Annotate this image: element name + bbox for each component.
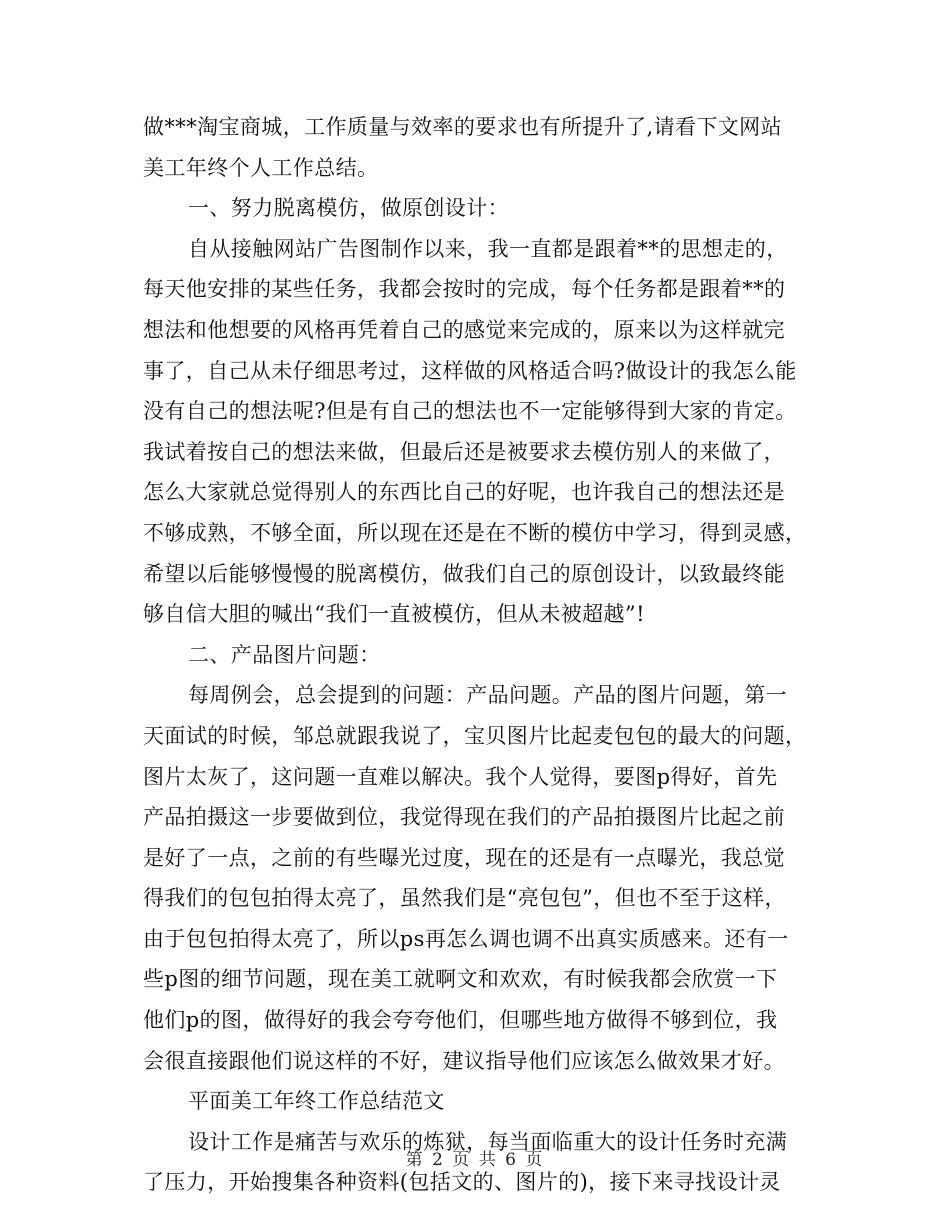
text-line: 做***淘宝商城，工作质量与效率的要求也有所提升了,请看下文网站 (143, 115, 782, 139)
text-line: 没有自己的想法呢?但是有自己的想法也不一定能够得到大家的肯定。 (143, 399, 797, 424)
text-line: 天面试的时候，邹总就跟我说了，宝贝图片比起麦包包的最大的问题， (143, 723, 807, 748)
text-line: 怎么大家就总觉得别人的东西比自己的好呢，也许我自己的想法还是 (143, 480, 785, 505)
text-line: 是好了一点，之前的有些曝光过度，现在的还是有一点曝光，我总觉 (143, 845, 785, 870)
text-line: 他们p的图，做得好的我会夸夸他们，但哪些地方做得不够到位，我 (143, 1008, 778, 1033)
text-line: 够自信大胆的喊出“我们一直被模仿，但从未被超越”! (143, 602, 645, 627)
text-line: 会很直接跟他们说这样的不好，建议指导他们应该怎么做效果才好。 (143, 1048, 785, 1073)
text-line: 美工年终个人工作总结。 (143, 155, 379, 180)
text-line: 了压力，开始搜集各种资料(包括文的、图片的)，接下来寻找设计灵 (143, 1170, 781, 1195)
text-line: 想法和他想要的风格再凭着自己的感觉来完成的，原来以为这样就完 (143, 317, 785, 342)
text-line: 我试着按自己的想法来做，但最后还是被要求去模仿别人的来做了， (143, 439, 785, 464)
text-line: 每周例会，总会提到的问题：产品问题。产品的图片问题，第一 (188, 683, 788, 708)
text-line: 二、产品图片问题： (188, 642, 381, 667)
text-line: 自从接触网站广告图制作以来，我一直都是跟着**的思想走的， (188, 236, 788, 261)
page-footer: 第 2 页 共 6 页 (405, 1150, 545, 1170)
text-line: 事了，自己从未仔细思考过，这样做的风格适合吗?做设计的我怎么能 (143, 358, 797, 383)
text-line: 不够成熟，不够全面，所以现在还是在不断的模仿中学习，得到灵感， (143, 520, 807, 545)
text-line: 些p图的细节问题，现在美工就啊文和欢欢，有时候我都会欣赏一下 (143, 967, 778, 992)
text-line: 一、努力脱离模仿，做原创设计： (188, 196, 509, 221)
text-line: 平面美工年终工作总结范文 (188, 1089, 445, 1114)
text-line: 设计工作是痛苦与欢乐的炼狱，每当面临重大的设计任务时充满 (188, 1129, 788, 1154)
text-line: 图片太灰了，这问题一直难以解决。我个人觉得，要图p得好，首先 (143, 764, 778, 789)
text-line: 每天他安排的某些任务，我都会按时的完成，每个任务都是跟着**的 (143, 277, 786, 302)
text-line: 产品拍摄这一步要做到位，我觉得现在我们的产品拍摄图片比起之前 (143, 805, 785, 830)
text-line: 由于包包拍得太亮了，所以ps再怎么调也调不出真实质感来。还有一 (143, 926, 789, 951)
document-body (143, 107, 808, 1203)
text-line: 希望以后能够慢慢的脱离模仿，做我们自己的原创设计，以致最终能 (143, 561, 785, 586)
text-line: 得我们的包包拍得太亮了，虽然我们是“亮包包”，但也不至于这样， (143, 886, 786, 911)
